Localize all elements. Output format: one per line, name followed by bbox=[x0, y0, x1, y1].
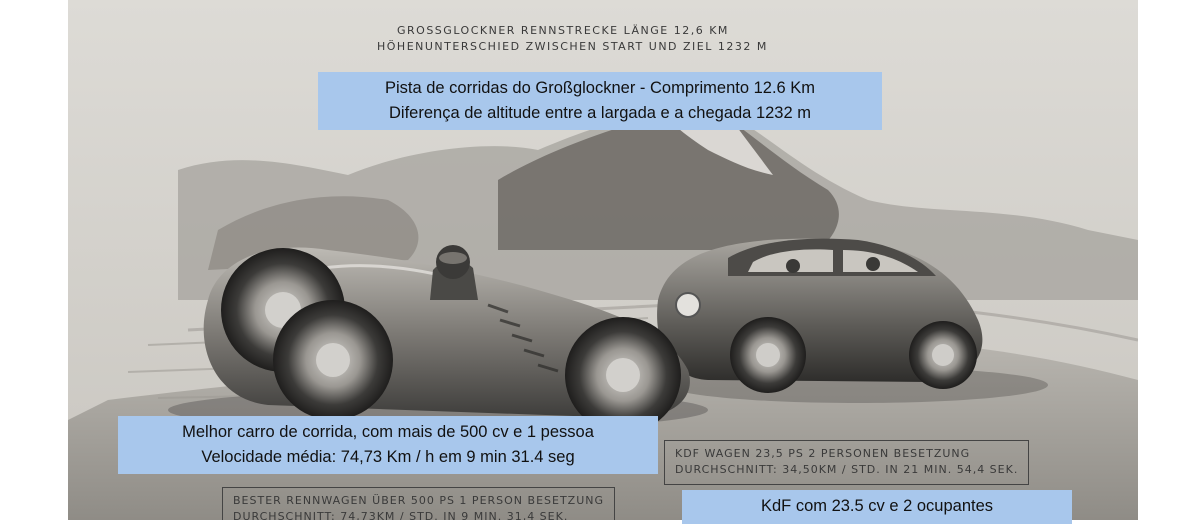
print-kdf-caption-line-1: KDF WAGEN 23,5 PS 2 PERSONEN BESETZUNG bbox=[675, 447, 971, 460]
translation-kdf-box bbox=[682, 490, 1072, 524]
translation-race-car-box bbox=[118, 416, 658, 474]
print-kdf-caption-box bbox=[664, 440, 1029, 485]
print-header-line-2: HÖHENUNTERSCHIED ZWISCHEN START UND ZIEL 1232 M bbox=[377, 40, 768, 53]
print-race-caption-line-2: DURCHSCHNITT: 74,73KM / STD. IN 9 MIN. 31,4 SEK. bbox=[233, 510, 569, 520]
print-header-line-1: GROSSGLOCKNER RENNSTRECKE LÄNGE 12,6 KM bbox=[397, 24, 729, 37]
translation-header-line-2: Diferença de altitude entre a largada e a chegada 1232 m bbox=[389, 104, 811, 122]
translation-header-line-1: Pista de corridas do Großglockner - Comprimento 12.6 Km bbox=[384, 79, 816, 97]
print-kdf-caption-line-2: DURCHSCHNITT: 34,50KM / STD. IN 21 MIN. 54,4 SEK. bbox=[675, 463, 1019, 476]
print-race-caption-box bbox=[222, 487, 615, 520]
translation-race-car-line-1: Melhor carro de corrida, com mais de 500 cv e 1 pessoa bbox=[182, 423, 594, 441]
translation-kdf-line-1: KdF com 23.5 cv e 2 ocupantes bbox=[760, 497, 994, 515]
print-race-caption-line-1: BESTER RENNWAGEN ÜBER 500 PS 1 PERSON BESETZUNG bbox=[233, 494, 605, 507]
translation-header-box bbox=[318, 72, 882, 130]
translation-race-car-line-2: Velocidade média: 74,73 Km / h em 9 min 31.4 seg bbox=[201, 448, 575, 466]
